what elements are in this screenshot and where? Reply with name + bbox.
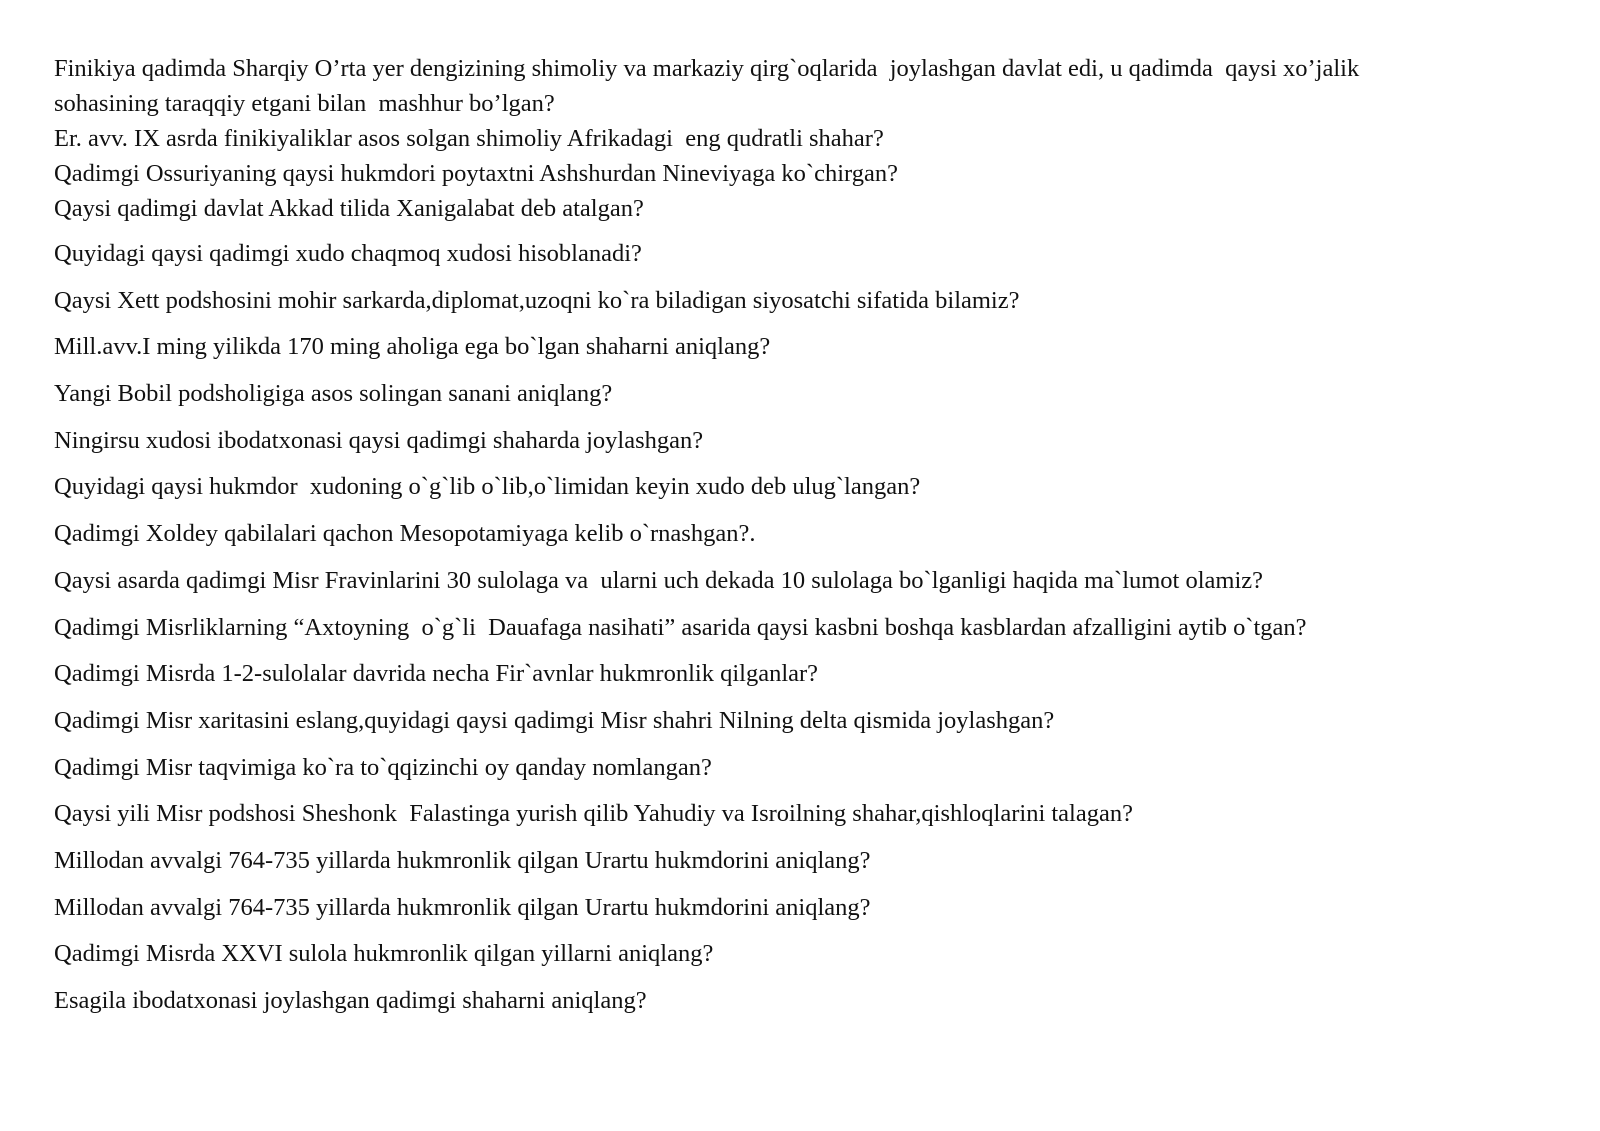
text-line: Qadimgi Ossuriyaning qaysi hukmdori poytaxtni Ashshurdan Nineviyaga ko`chirgan? [54, 160, 898, 187]
question-list [54, 236, 1554, 1030]
question-item: Qadimgi Misr xaritasini eslang,quyidagi qaysi qadimgi Misr shahri Nilning delta qismida joylashgan? [54, 706, 1055, 734]
question-item: Esagila ibodatxonasi joylashgan qadimgi shaharni aniqlang? [54, 987, 647, 1014]
question-item: Millodan avvalgi 764-735 yillarda hukmronlik qilgan Urartu hukmdorini aniqlang? [54, 893, 871, 921]
question-item: Qadimgi Misrda 1-2-sulolalar davrida necha Fir`avnlar hukmronlik qilganlar? [54, 660, 819, 688]
question-item: Quyidagi qaysi qadimgi xudo chaqmoq xudosi hisoblanadi? [54, 240, 642, 267]
question-item: Qadimgi Misrliklarning “Axtoyning o`g`li Dauafaga nasihati” asarida qaysi kasbni boshqa kasblardan afzalligini aytib o`tgan? [54, 613, 1307, 641]
text-line: sohasining taraqqiy etgani bilan mashhur bo’lgan? [54, 90, 555, 117]
question-item: Qaysi yili Misr podshosi Sheshonk Falastinga yurish qilib Yahudiy va Isroilning shahar,qishloqlarini talagan? [54, 800, 1133, 828]
intro-block [54, 51, 1554, 226]
text-line: Er. avv. IX asrda finikiyaliklar asos solgan shimoliy Afrikadagi eng qudratli shahar? [54, 125, 884, 152]
question-item: Ningirsu xudosi ibodatxonasi qaysi qadimgi shaharda joylashgan? [54, 426, 704, 454]
question-item: Qaysi Xett podshosini mohir sarkarda,diplomat,uzoqni ko`ra biladigan siyosatchi sifatida bilamiz? [54, 286, 1020, 314]
text-line: Finikiya qadimda Sharqiy O’rta yer dengizining shimoliy va markaziy qirg`oqlarida joylashgan davlat edi, u qadimda qaysi xo’jalik [54, 55, 1360, 82]
question-item: Qadimgi Xoldey qabilalari qachon Mesopotamiyaga kelib o`rnashgan?. [54, 520, 756, 548]
question-item: Mill.avv.I ming yilikda 170 ming aholiga ega bo`lgan shaharni aniqlang? [54, 333, 771, 361]
question-item: Qaysi asarda qadimgi Misr Fravinlarini 30 sulolaga va ularni uch dekada 10 sulolaga bo`lganligi haqida ma`lumot olamiz? [54, 566, 1264, 594]
question-item: Yangi Bobil podsholigiga asos solingan sanani aniqlang? [54, 380, 613, 408]
question-item: Quyidagi qaysi hukmdor xudoning o`g`lib o`lib,o`limidan keyin xudo deb ulug`langan? [54, 473, 921, 501]
question-item: Qadimgi Misrda XXVI sulola hukmronlik qilgan yillarni aniqlang? [54, 940, 714, 968]
text-line: Qaysi qadimgi davlat Akkad tilida Xanigalabat deb atalgan? [54, 195, 644, 222]
document-body [54, 51, 1554, 1030]
question-item: Millodan avvalgi 764-735 yillarda hukmronlik qilgan Urartu hukmdorini aniqlang? [54, 846, 871, 874]
question-item: Qadimgi Misr taqvimiga ko`ra to`qqizinchi oy qanday nomlangan? [54, 753, 712, 781]
